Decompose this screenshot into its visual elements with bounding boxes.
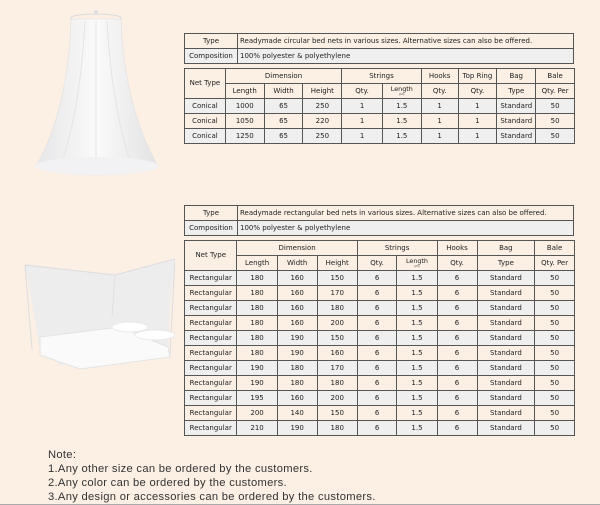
- type-label: Type: [185, 34, 238, 49]
- cell-width: 160: [277, 316, 317, 331]
- cell-bale-qty: 50: [536, 99, 575, 114]
- type-label: Type: [185, 206, 238, 221]
- cell-strings-length: 1.5: [397, 301, 437, 316]
- header-net-type: Net Type: [185, 241, 237, 271]
- header-hooks-qty: Qty.: [437, 256, 477, 271]
- header-bale-qty-per: Qty. Per: [535, 256, 575, 271]
- cell-bag-type: Standard: [477, 301, 535, 316]
- header-height: Height: [303, 84, 342, 99]
- cell-hooks-qty: 1: [421, 129, 458, 144]
- cell-strings-qty: 6: [357, 361, 397, 376]
- table-row: [185, 421, 575, 436]
- cell-height: 200: [317, 391, 357, 406]
- cell-hooks-qty: 6: [437, 301, 477, 316]
- header-dimension: Dimension: [225, 69, 341, 84]
- cell-bale-qty: 50: [535, 301, 575, 316]
- cell-bag-type: Standard: [477, 406, 535, 421]
- cell-hooks-qty: 6: [437, 376, 477, 391]
- header-width: Width: [264, 84, 303, 99]
- cell-height: 150: [317, 271, 357, 286]
- cell-bag-type: Standard: [477, 286, 535, 301]
- cell-bag-type: Standard: [477, 421, 535, 436]
- conical-net-image: [30, 6, 180, 178]
- cell-bag-type: Standard: [497, 114, 536, 129]
- cell-bale-qty: 50: [535, 376, 575, 391]
- rectangular-spec-table: [184, 240, 575, 436]
- cell-strings-qty: 6: [357, 346, 397, 361]
- cell-bale-qty: 50: [536, 114, 575, 129]
- table-row: [185, 316, 575, 331]
- header-strings-qty: Qty.: [342, 84, 383, 99]
- cell-net-type: Rectangular: [185, 391, 237, 406]
- cell-net-type: Rectangular: [185, 331, 237, 346]
- cell-height: 250: [303, 129, 342, 144]
- cell-strings-qty: 6: [357, 406, 397, 421]
- table-row: [185, 114, 575, 129]
- header-strings-length: Length (m): [382, 84, 421, 99]
- header-strings: Strings: [342, 69, 421, 84]
- cell-hooks-qty: 6: [437, 406, 477, 421]
- cell-length: 180: [237, 331, 277, 346]
- rectangular-net-image: [20, 257, 175, 377]
- cell-net-type: Rectangular: [185, 286, 237, 301]
- cell-strings-qty: 6: [357, 391, 397, 406]
- cell-bag-type: Standard: [477, 331, 535, 346]
- cell-bag-type: Standard: [477, 271, 535, 286]
- cell-strings-length: 1.5: [397, 421, 437, 436]
- cell-bag-type: Standard: [477, 376, 535, 391]
- table-row: [185, 406, 575, 421]
- cell-strings-length: 1.5: [397, 286, 437, 301]
- cell-width: 180: [277, 376, 317, 391]
- header-bag: Bag: [477, 241, 535, 256]
- cell-strings-length: 1.5: [382, 99, 421, 114]
- cell-net-type: Rectangular: [185, 406, 237, 421]
- cell-height: 170: [317, 286, 357, 301]
- cell-length: 180: [237, 271, 277, 286]
- cell-width: 190: [277, 331, 317, 346]
- cell-height: 150: [317, 406, 357, 421]
- cell-bale-qty: 50: [535, 271, 575, 286]
- cell-width: 190: [277, 421, 317, 436]
- cell-strings-qty: 6: [357, 421, 397, 436]
- cell-width: 160: [277, 286, 317, 301]
- cell-strings-qty: 6: [357, 301, 397, 316]
- header-bale-qty-per: Qty. Per: [536, 84, 575, 99]
- header-top-ring-qty: Qty.: [458, 84, 497, 99]
- cell-strings-length: 1.5: [397, 346, 437, 361]
- cell-width: 190: [277, 346, 317, 361]
- cell-net-type: Conical: [185, 99, 226, 114]
- cell-bag-type: Standard: [477, 346, 535, 361]
- rectangular-table-body: [185, 271, 575, 436]
- cell-height: 170: [317, 361, 357, 376]
- cell-width: 180: [277, 361, 317, 376]
- cell-bale-qty: 50: [535, 406, 575, 421]
- header-strings-qty: Qty.: [357, 256, 397, 271]
- header-top-ring: Top Ring: [458, 69, 497, 84]
- cell-net-type: Rectangular: [185, 376, 237, 391]
- cell-height: 180: [317, 376, 357, 391]
- cell-height: 180: [317, 301, 357, 316]
- cell-width: 65: [264, 129, 303, 144]
- composition-value: 100% polyester & polyethylene: [238, 49, 574, 64]
- table-row: [185, 361, 575, 376]
- cell-strings-length: 1.5: [397, 316, 437, 331]
- cell-strings-length: 1.5: [382, 129, 421, 144]
- cell-hooks-qty: 6: [437, 346, 477, 361]
- table-row: [185, 301, 575, 316]
- composition-label: Composition: [185, 49, 238, 64]
- cell-hooks-qty: 6: [437, 361, 477, 376]
- table-row: [185, 99, 575, 114]
- cell-length: 190: [237, 376, 277, 391]
- header-bag: Bag: [497, 69, 536, 84]
- cell-hooks-qty: 6: [437, 391, 477, 406]
- cell-height: 150: [317, 331, 357, 346]
- conical-info-table: [184, 33, 574, 64]
- cell-hooks-qty: 6: [437, 421, 477, 436]
- cell-bag-type: Standard: [477, 316, 535, 331]
- cell-strings-qty: 6: [357, 271, 397, 286]
- cell-strings-length: 1.5: [397, 331, 437, 346]
- cell-net-type: Conical: [185, 114, 226, 129]
- header-hooks-qty: Qty.: [421, 84, 458, 99]
- cell-strings-length: 1.5: [397, 361, 437, 376]
- cell-top-ring-qty: 1: [458, 129, 497, 144]
- cell-strings-length: 1.5: [397, 406, 437, 421]
- cell-strings-qty: 6: [357, 331, 397, 346]
- cell-top-ring-qty: 1: [458, 99, 497, 114]
- header-hooks: Hooks: [437, 241, 477, 256]
- table-row: [185, 286, 575, 301]
- header-length: Length: [237, 256, 277, 271]
- cell-height: 200: [317, 316, 357, 331]
- cell-length: 190: [237, 361, 277, 376]
- cell-bale-qty: 50: [535, 391, 575, 406]
- cell-net-type: Rectangular: [185, 361, 237, 376]
- header-bale: Bale: [535, 241, 575, 256]
- composition-value: 100% polyester & polyethylene: [238, 221, 574, 236]
- cell-bag-type: Standard: [477, 361, 535, 376]
- cell-hooks-qty: 6: [437, 316, 477, 331]
- cell-length: 1250: [225, 129, 264, 144]
- cell-strings-qty: 6: [357, 286, 397, 301]
- cell-bag-type: Standard: [497, 99, 536, 114]
- cell-width: 65: [264, 99, 303, 114]
- cell-net-type: Rectangular: [185, 421, 237, 436]
- header-bale: Bale: [536, 69, 575, 84]
- note-title: Note:: [48, 449, 77, 461]
- note-item: 3.Any design or accessories can be ordered by the customers.: [48, 491, 376, 503]
- note-item: 2.Any color can be ordered by the customers.: [48, 477, 287, 489]
- cell-length: 1000: [225, 99, 264, 114]
- header-bag-type: Type: [477, 256, 535, 271]
- header-strings-length: Length (m): [397, 256, 437, 271]
- cell-length: 180: [237, 316, 277, 331]
- header-hooks: Hooks: [421, 69, 458, 84]
- header-length: Length: [225, 84, 264, 99]
- cell-height: 250: [303, 99, 342, 114]
- cell-width: 160: [277, 391, 317, 406]
- cell-net-type: Rectangular: [185, 301, 237, 316]
- cell-bag-type: Standard: [477, 391, 535, 406]
- table-row: [185, 376, 575, 391]
- cell-width: 160: [277, 271, 317, 286]
- cell-bale-qty: 50: [535, 331, 575, 346]
- cell-width: 140: [277, 406, 317, 421]
- cell-length: 180: [237, 346, 277, 361]
- cell-length: 210: [237, 421, 277, 436]
- cell-strings-qty: 6: [357, 316, 397, 331]
- cell-net-type: Rectangular: [185, 346, 237, 361]
- cell-hooks-qty: 1: [421, 114, 458, 129]
- note-item: 1.Any other size can be ordered by the customers.: [48, 463, 313, 475]
- cell-bale-qty: 50: [535, 316, 575, 331]
- cell-top-ring-qty: 1: [458, 114, 497, 129]
- cell-bale-qty: 50: [535, 286, 575, 301]
- cell-length: 180: [237, 301, 277, 316]
- table-row: [185, 331, 575, 346]
- cell-strings-length: 1.5: [397, 376, 437, 391]
- header-height: Height: [317, 256, 357, 271]
- cell-net-type: Rectangular: [185, 316, 237, 331]
- table-row: [185, 129, 575, 144]
- cell-bale-qty: 50: [535, 346, 575, 361]
- cell-strings-qty: 6: [357, 376, 397, 391]
- cell-height: 220: [303, 114, 342, 129]
- cell-strings-qty: 1: [342, 114, 383, 129]
- cell-bale-qty: 50: [535, 421, 575, 436]
- header-strings: Strings: [357, 241, 437, 256]
- cell-length: 200: [237, 406, 277, 421]
- cell-strings-qty: 1: [342, 99, 383, 114]
- cell-strings-length: 1.5: [382, 114, 421, 129]
- table-row: [185, 391, 575, 406]
- rectangular-info-table: [184, 205, 574, 236]
- cell-width: 65: [264, 114, 303, 129]
- cell-hooks-qty: 6: [437, 271, 477, 286]
- header-net-type: Net Type: [185, 69, 226, 99]
- type-value: Readymade rectangular bed nets in various sizes. Alternative sizes can also be offered.: [238, 206, 574, 221]
- cell-bale-qty: 50: [536, 129, 575, 144]
- table-row: [185, 271, 575, 286]
- cell-length: 195: [237, 391, 277, 406]
- conical-spec-table: [184, 68, 575, 144]
- cell-height: 160: [317, 346, 357, 361]
- header-dimension: Dimension: [237, 241, 357, 256]
- cell-hooks-qty: 6: [437, 286, 477, 301]
- cell-net-type: Rectangular: [185, 271, 237, 286]
- cell-hooks-qty: 6: [437, 331, 477, 346]
- composition-label: Composition: [185, 221, 238, 236]
- cell-height: 180: [317, 421, 357, 436]
- header-width: Width: [277, 256, 317, 271]
- note-section: [48, 448, 376, 504]
- cell-bag-type: Standard: [497, 129, 536, 144]
- cell-length: 1050: [225, 114, 264, 129]
- cell-strings-length: 1.5: [397, 391, 437, 406]
- header-bag-type: Type: [497, 84, 536, 99]
- cell-net-type: Conical: [185, 129, 226, 144]
- cell-length: 180: [237, 286, 277, 301]
- cell-width: 160: [277, 301, 317, 316]
- type-value: Readymade circular bed nets in various sizes. Alternative sizes can also be offered.: [238, 34, 574, 49]
- cell-hooks-qty: 1: [421, 99, 458, 114]
- cell-strings-qty: 1: [342, 129, 383, 144]
- table-row: [185, 346, 575, 361]
- cell-strings-length: 1.5: [397, 271, 437, 286]
- cell-bale-qty: 50: [535, 361, 575, 376]
